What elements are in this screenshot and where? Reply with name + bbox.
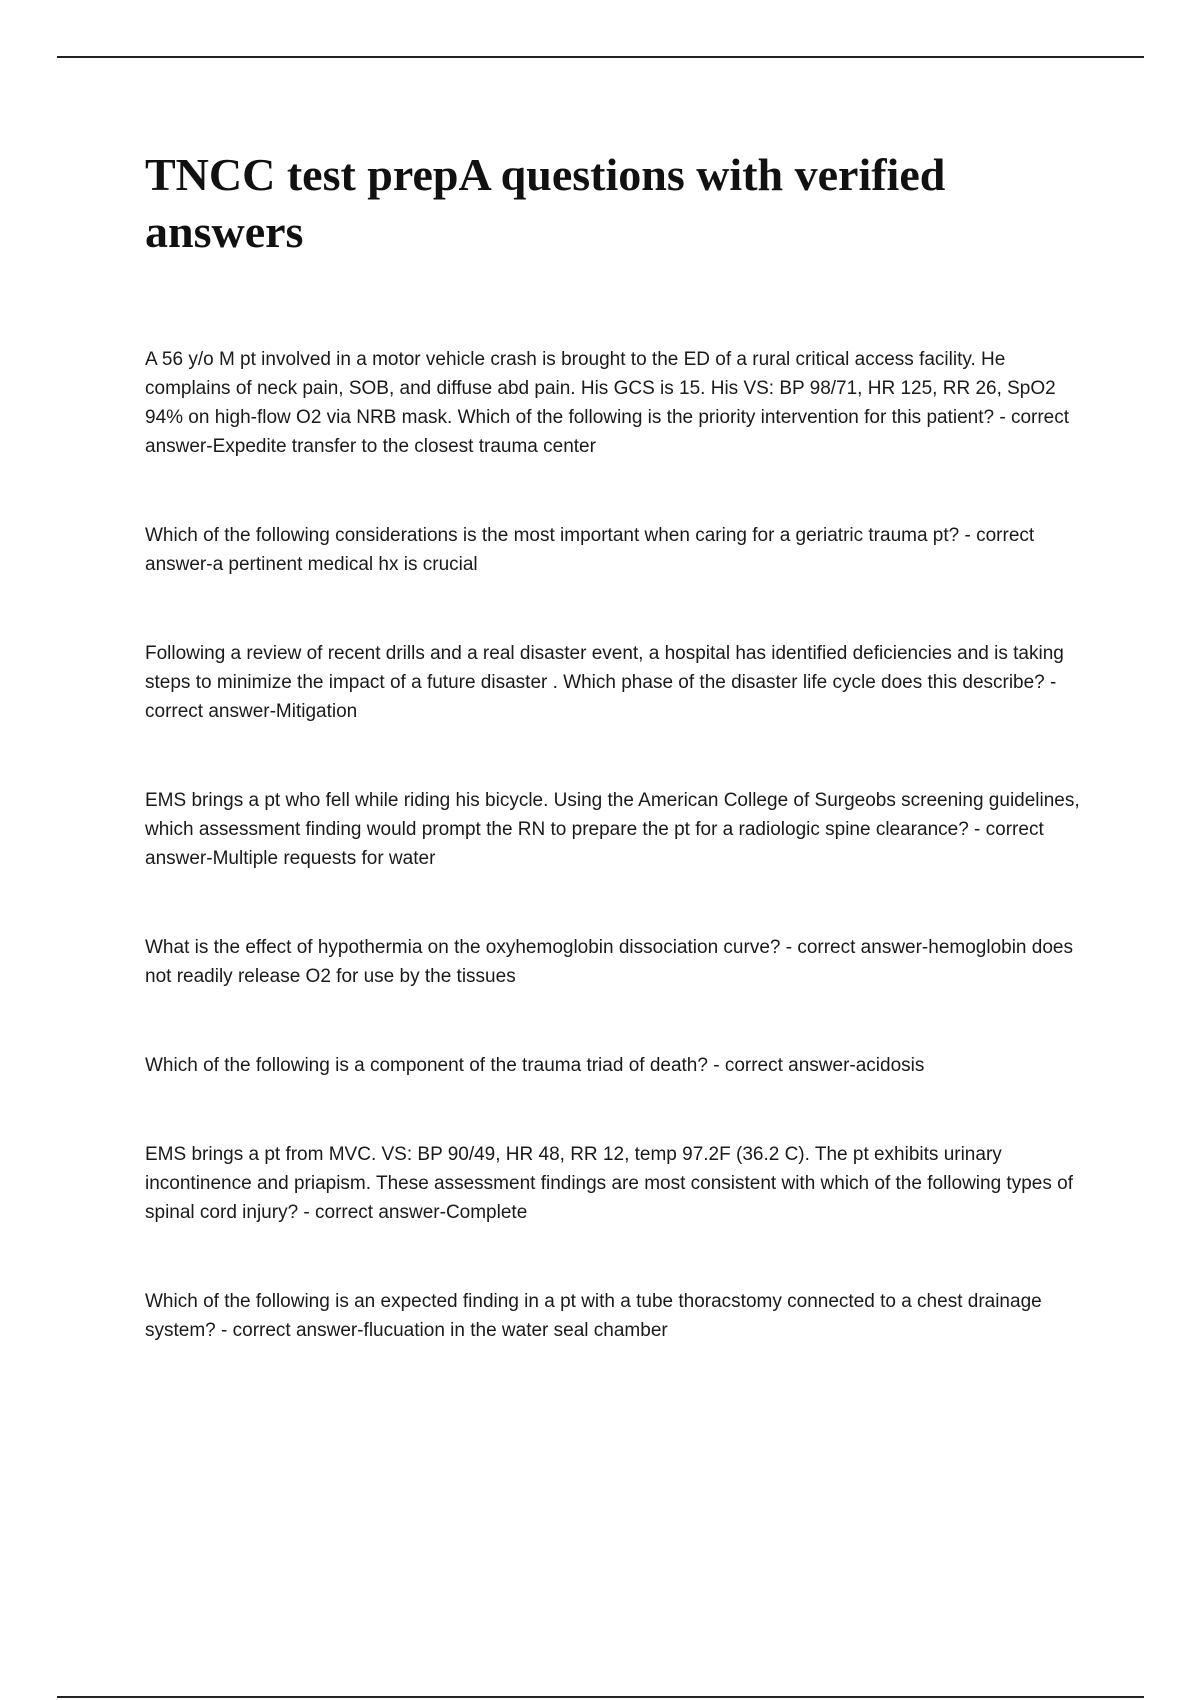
top-divider xyxy=(57,56,1144,58)
qa-item: Which of the following considerations is the most important when caring for a geriatric trauma pt? - correct answer-a pertinent medical hx is crucial xyxy=(145,525,1035,575)
qa-list xyxy=(145,345,1080,1405)
qa-item: Following a review of recent drills and a real disaster event, a hospital has identified deficiencies and is taking steps to minimize the impact of a future disaster . Which phase of the disaster life cycle does this describe? - correct answer-Mitigation xyxy=(145,643,1064,722)
qa-item: Which of the following is an expected finding in a pt with a tube thoracstomy connected to a chest drainage system? - correct answer-flucuation in the water seal chamber xyxy=(145,1291,1042,1341)
qa-item: A 56 y/o M pt involved in a motor vehicle crash is brought to the ED of a rural critical access facility. He complains of neck pain, SOB, and diffuse abd pain. His GCS is 15. His VS: BP 98/71, HR 125, RR 26, SpO2 94% on high-flow O2 via NRB mask. Which of the following is the priority intervention for this patient? - correct answer-Expedite transfer to the closest trauma center xyxy=(145,349,1070,457)
qa-item: Which of the following is a component of the trauma triad of death? - correct answer-acidosis xyxy=(145,1055,925,1076)
document-title: TNCC test prepA questions with verified answers xyxy=(145,149,946,257)
qa-item: EMS brings a pt who fell while riding his bicycle. Using the American College of Surgeobs screening guidelines, which assessment finding would prompt the RN to prepare the pt for a radiologic spine clearance? - correct answer-Multiple requests for water xyxy=(145,790,1080,869)
qa-item: EMS brings a pt from MVC. VS: BP 90/49, HR 48, RR 12, temp 97.2F (36.2 C). The pt exhibits urinary incontinence and priapism. These assessment findings are most consistent with which of the following types of spinal cord injury? - correct answer-Complete xyxy=(145,1144,1073,1223)
bottom-divider xyxy=(57,1696,1144,1698)
qa-item: What is the effect of hypothermia on the oxyhemoglobin dissociation curve? - correct answer-hemoglobin does not readily release O2 for use by the tissues xyxy=(145,937,1073,987)
